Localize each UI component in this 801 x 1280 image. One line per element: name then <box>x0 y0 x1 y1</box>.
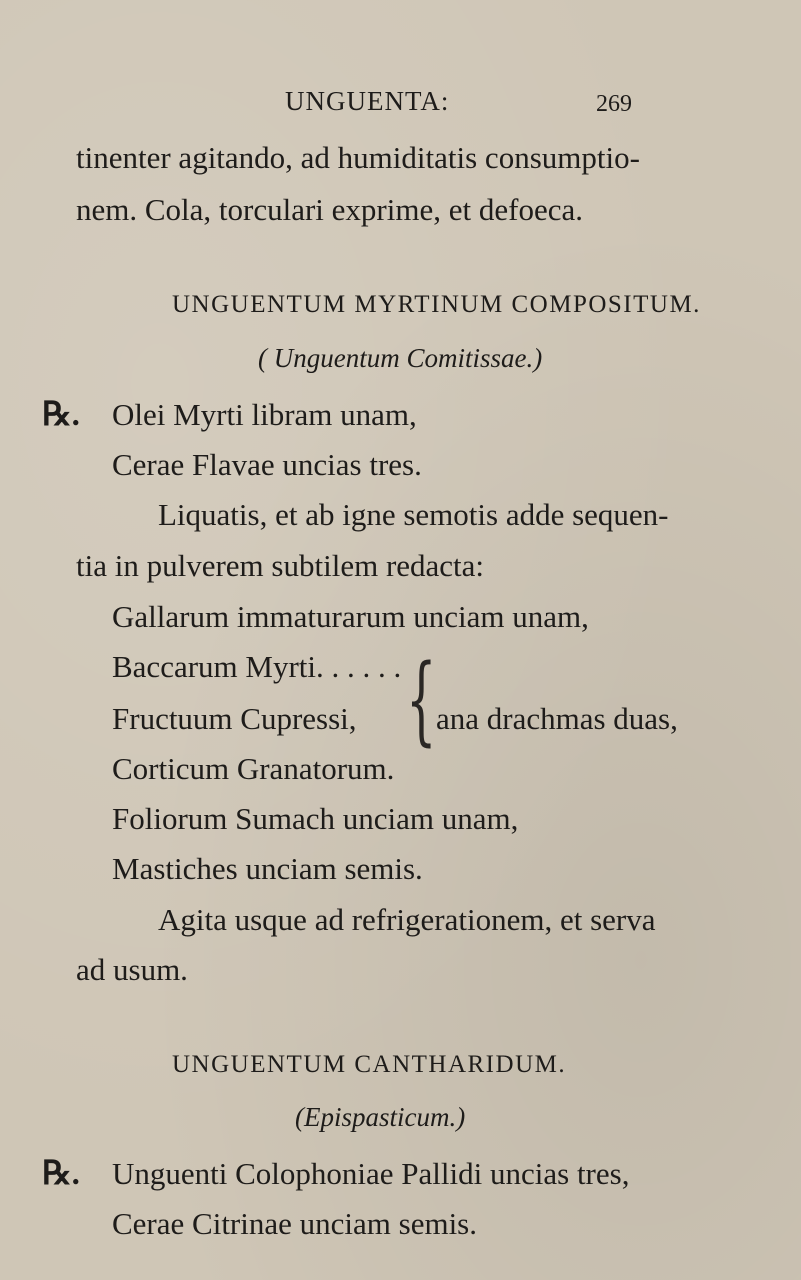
grouping-brace: { <box>406 644 437 756</box>
text-line: nem. Cola, torculari exprime, et defoeca. <box>76 192 583 227</box>
recipe-line: Baccarum Myrti. . . . . . <box>112 649 402 684</box>
recipe-quantity: ana drachmas duas, <box>436 701 678 736</box>
recipe-symbol: ℞. <box>42 397 80 433</box>
section-subtitle: (Epispasticum.) <box>295 1102 466 1132</box>
section-subtitle: ( Unguentum Comitissae.) <box>258 343 543 373</box>
recipe-line: Corticum Granatorum. <box>112 751 395 786</box>
recipe-line: Olei Myrti libram unam, <box>112 397 417 432</box>
recipe-line: Agita usque ad refrigerationem, et serva <box>158 902 656 937</box>
recipe-line: Liquatis, et ab igne semotis adde sequen- <box>158 497 669 532</box>
recipe-line: ad usum. <box>76 952 188 987</box>
section-title: UNGUENTUM CANTHARIDUM. <box>172 1051 567 1078</box>
recipe-line: Cerae Flavae uncias tres. <box>112 447 422 482</box>
recipe-line: Cerae Citrinae unciam semis. <box>112 1206 477 1241</box>
page-number: 269 <box>596 91 632 117</box>
recipe-line: Unguenti Colophoniae Pallidi uncias tres, <box>112 1156 630 1191</box>
section-title: UNGUENTUM MYRTINUM COMPOSITUM. <box>172 291 701 318</box>
recipe-line: Mastiches unciam semis. <box>112 851 423 886</box>
recipe-line: Foliorum Sumach unciam unam, <box>112 801 519 836</box>
running-title: UNGUENTA: <box>285 86 450 116</box>
recipe-line: tia in pulverem subtilem redacta: <box>76 548 485 583</box>
recipe-line: Fructuum Cupressi, <box>112 701 357 736</box>
text-line: tinenter agitando, ad humiditatis consumptio- <box>76 140 640 175</box>
recipe-symbol: ℞. <box>42 1156 80 1192</box>
recipe-line: Gallarum immaturarum unciam unam, <box>112 599 589 634</box>
